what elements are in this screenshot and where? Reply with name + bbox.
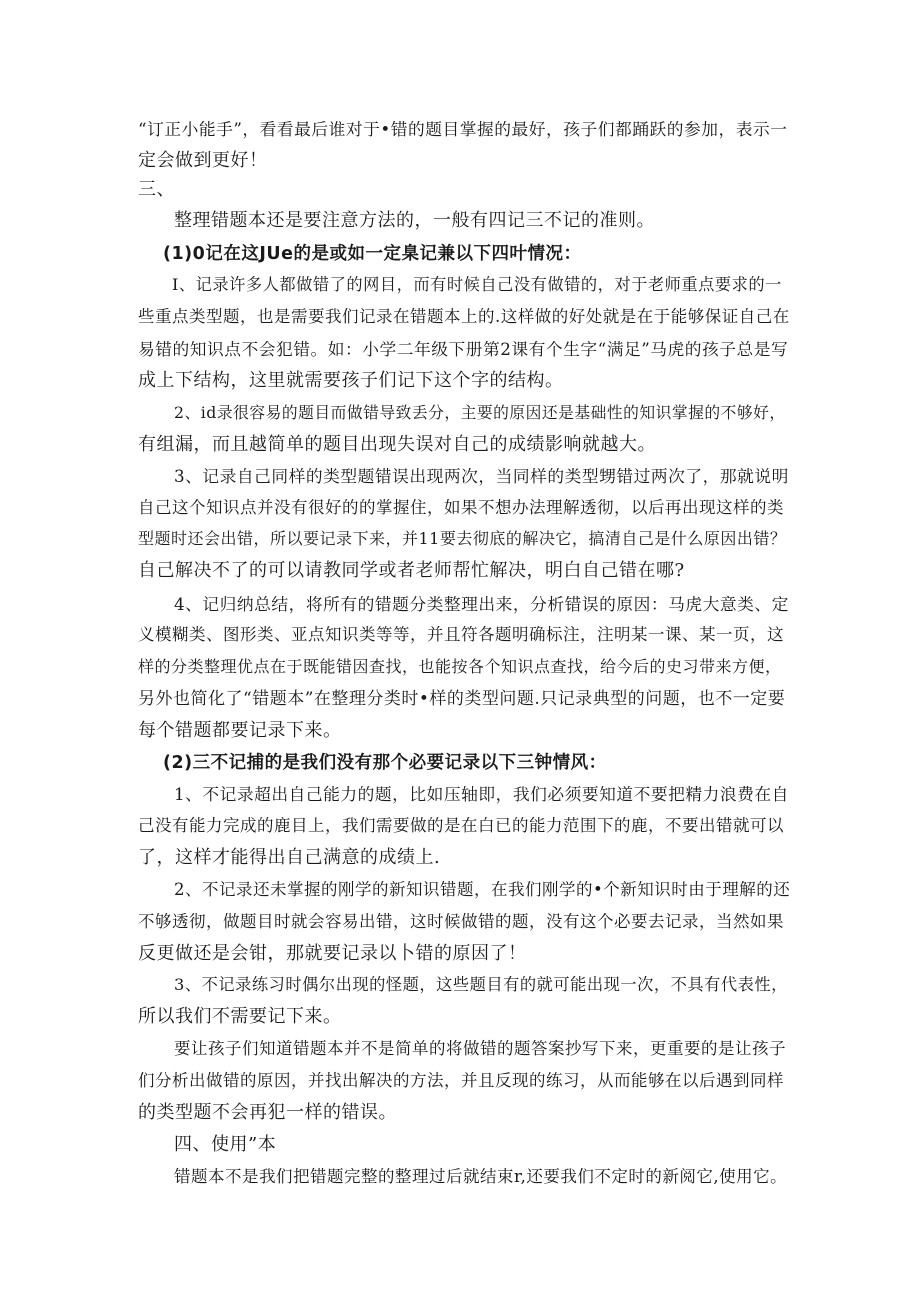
text-line: 成上下结构，这里就需要孩子们记下这个字的结构。 <box>138 370 564 391</box>
text-line: 己没有能力完成的鹿目上，我们需要做的是在白已的能力范围下的鹿，不要出错就可以 <box>138 816 784 835</box>
text-line: 型题时还会出错，所以要记录下来，并11要去彻底的解决它，搞清自己是什么原因出错？ <box>138 529 787 548</box>
text-line: 反更做还是会钳，那就要记录以卜错的原因了！ <box>138 943 527 964</box>
text-line: 每个错题都要记录下来。 <box>138 720 342 741</box>
text-line: 2、不记录还未掌握的刚学的新知识错题，在我们刚学的•个新知识时由于理解的还 <box>174 880 791 899</box>
section-heading: 四、使用”本 <box>174 1134 277 1155</box>
text-line: 有组漏，而且越简单的题目出现失误对自己的成绩影响就越大。 <box>138 434 656 455</box>
text-line: 2、id录很容易的题目而做错导致丢分，主要的原因还是基础性的知识掌握的不够好， <box>174 403 786 422</box>
text-line: 定会做到更好！ <box>138 150 268 171</box>
subheading: (2)三不记捕的是我们没有那个必要记录以下三钟情风： <box>163 753 607 773</box>
text-line: 3、不记录练习时偶尔出现的怪题，这些题目有的就可能出现一次，不具有代表性， <box>174 975 788 994</box>
text-line: 不够透彻，做题目时就会容易出错，这时候做错的题，没有这个必要去记录，当然如果 <box>138 912 784 931</box>
text-line: 义模糊类、图形类、亚点知识类等等，并且符各题明确标注，注明某一课、某一页，这 <box>138 625 784 644</box>
text-line: 了，这样才能得出自己满意的成绩上. <box>138 847 441 868</box>
text-line: 整理错题本还是要注意方法的，一般有四记三不记的准则。 <box>174 210 655 231</box>
text-line: 3、记录自己同样的类型题错误出现两次，当同样的类型甥错过两次了，那就说明 <box>174 466 789 486</box>
text-line: 要让孩子们知道错题本并不是简单的将做错的题答案抄写下来，更重要的是让孩子 <box>174 1039 786 1058</box>
text-line: 另外也简化了“错题本”在整理分类时•样的类型问题.只记录典型的问题，也不一定要 <box>138 689 786 709</box>
text-line: 样的分类整理优点在于既能错因查找，也能按各个知识点查找，给今后的史习带来方便， <box>138 657 782 676</box>
text-line: 1、不记录超出自己能力的题，比如压轴即，我们必须要知道不要把精力浪费在自 <box>174 784 789 804</box>
text-line: 些重点类型题，也是需要我们记录在错题本上的.这样做的好处就是在于能够保证自己在 <box>138 307 790 326</box>
text-line: “订正小能手”，看看最后谁对于•错的题目掌握的最好，孩子们都踊跃的参加，表示一 <box>138 119 788 139</box>
subheading: (1)0记在这JUe的是或如一定臬记兼以下四叶情况： <box>163 244 582 264</box>
text-line: I、记录许多人都做错了的网目，而有时候自己没有做错的，对于老师重点要求的一 <box>172 275 782 294</box>
text-line: 4、记归纳总结，将所有的错题分类整理出来，分析错误的原因：马虎大意类、定 <box>174 594 789 614</box>
text-line: 自己解决不了的可以请教同学或者老师帮忙解决，明白自己错在哪? <box>138 560 685 581</box>
section-heading: 三、 <box>138 179 175 200</box>
text-line: 们分析出做错的原因，并找出解决的方法，并且反现的练习，从而能够在以后遇到同样 <box>138 1071 784 1090</box>
text-line: 易错的知识点不会犯错。如：小学二年级下册第2课有个生字“满足”马虎的孩子总是写 <box>138 339 789 359</box>
text-line: 自己这个知识点并没有很好的的掌握住，如果不想办法理解透彻，以后再出现这样的类 <box>138 498 784 517</box>
text-line: 所以我们不需要记下来。 <box>138 1006 342 1027</box>
text-line: 的类型题不会再犯一样的错误。 <box>138 1102 397 1123</box>
text-line: 错题本不是我们把错题完整的整理过后就结束r,还要我们不定时的新阅它,使用它。 <box>174 1167 788 1186</box>
